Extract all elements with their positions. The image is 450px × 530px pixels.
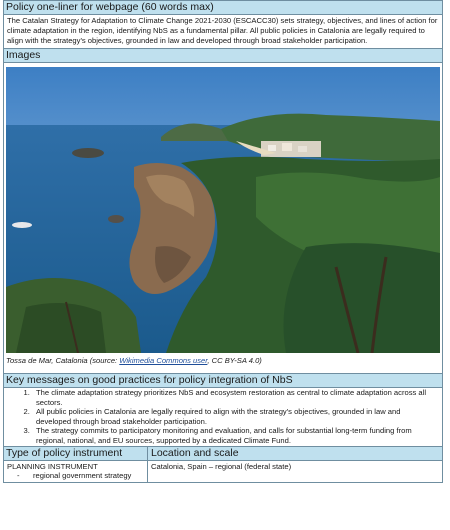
location-cell: Catalonia, Spain – regional (federal state) — [151, 461, 292, 471]
key-message-item: 3. The strategy commits to participatory monitoring and evaluation, and calls for substantial long-term funding from regional, national, and EU sources, supported by a dedicated Climate Fund. — [32, 426, 436, 445]
instrument-subtype-text: regional government strategy — [33, 471, 132, 481]
dash-bullet: - — [17, 471, 20, 481]
image-caption: Tossa de Mar, Catalonia (source: Wikimedia Commons user, CC BY-SA 4.0) — [6, 356, 262, 365]
policy-sheet — [3, 0, 443, 483]
key-messages-header: Key messages on good practices for policy integration of NbS — [4, 373, 442, 388]
image-section — [4, 63, 442, 373]
type-header: Type of policy instrument — [4, 447, 148, 460]
key-message-item: 2. All public policies in Catalonia are legally required to align with the strategy's objectives, grounded in law and developed through broad stakeholder participation. — [32, 407, 436, 426]
instrument-row — [4, 461, 442, 483]
images-header: Images — [4, 48, 442, 63]
location-header: Location and scale — [151, 446, 239, 459]
instrument-header-row — [4, 446, 442, 461]
oneliner-header: Policy one-liner for webpage (60 words max) — [4, 0, 442, 15]
key-message-item: 1. The climate adaptation strategy prioritizes NbS and ecosystem restoration as central to climate adaptation across all sectors. — [32, 388, 436, 407]
instrument-type-cell — [4, 461, 148, 482]
source-link[interactable]: Wikimedia Commons user — [119, 356, 208, 365]
key-messages-list — [4, 388, 442, 446]
coastline-photo — [6, 67, 440, 353]
instrument-subtype — [7, 471, 144, 481]
instrument-type-value: PLANNING INSTRUMENT — [7, 461, 98, 471]
oneliner-text: The Catalan Strategy for Adaptation to Climate Change 2021-2030 (ESCACC30) sets strategy, objectives, and lines of action for climate adaptation in the region, identifying NbS as a fundamental pillar. All public policies in Catalonia are legally required to align with the strategy's objectives, grounded in law and developed through broad stakeholder participation. — [7, 16, 438, 45]
